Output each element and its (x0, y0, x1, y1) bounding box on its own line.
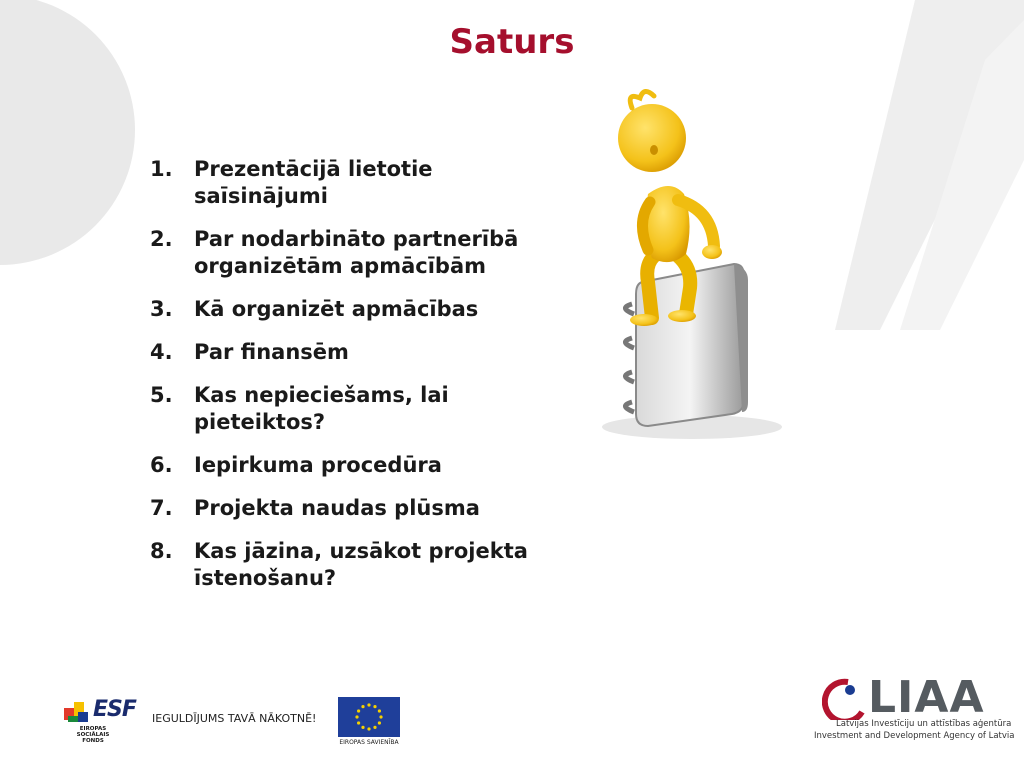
slogan-text: IEGULDĪJUMS TAVĀ NĀKOTNĒ! (152, 712, 317, 725)
list-item-text: Par nodarbināto partnerībā organizētām apmācībām (194, 227, 519, 278)
list-item (150, 296, 570, 323)
esf-mark: ESF (93, 697, 136, 722)
list-item-number: 7. (150, 496, 173, 520)
list-item (150, 452, 570, 479)
figure-on-notebook-illustration (552, 82, 832, 462)
list-item (150, 495, 570, 522)
list-item-number: 1. (150, 157, 173, 181)
list-item (150, 339, 570, 366)
liaa-subtitle-en: Investment and Development Agency of Latvia (814, 731, 1015, 741)
list-item-text: Prezentācijā lietotie saīsinājumi (194, 157, 433, 208)
list-item-text: Par finansēm (194, 340, 349, 364)
list-item-text: Kā organizēt apmācības (194, 297, 479, 321)
list-item-number: 5. (150, 383, 173, 407)
list-item-text: Kas nepieciešams, lai pieteiktos? (194, 383, 449, 434)
slide-title: Saturs (449, 22, 575, 62)
contents-list (150, 156, 570, 608)
list-item (150, 538, 570, 592)
list-item-number: 6. (150, 453, 173, 477)
list-item-text: Kas jāzina, uzsākot projekta īstenošanu? (194, 539, 528, 590)
list-item-number: 3. (150, 297, 173, 321)
list-item (150, 382, 570, 436)
list-item-number: 8. (150, 539, 173, 563)
liaa-subtitle-lv: Latvijas Investīciju un attīstības aģentūra (836, 719, 1012, 729)
list-item-text: Iepirkuma procedūra (194, 453, 442, 477)
list-item-number: 4. (150, 340, 173, 364)
eu-label: EIROPAS SAVIENĪBA (339, 739, 399, 746)
esf-subtitle: EIROPAS SOCIĀLAIS FONDS (76, 726, 110, 744)
list-item-number: 2. (150, 227, 173, 251)
eu-flag-icon (338, 697, 400, 737)
liaa-mark: LIAA (868, 672, 985, 723)
list-item (150, 156, 570, 210)
list-item-text: Projekta naudas plūsma (194, 496, 480, 520)
list-item (150, 226, 570, 280)
